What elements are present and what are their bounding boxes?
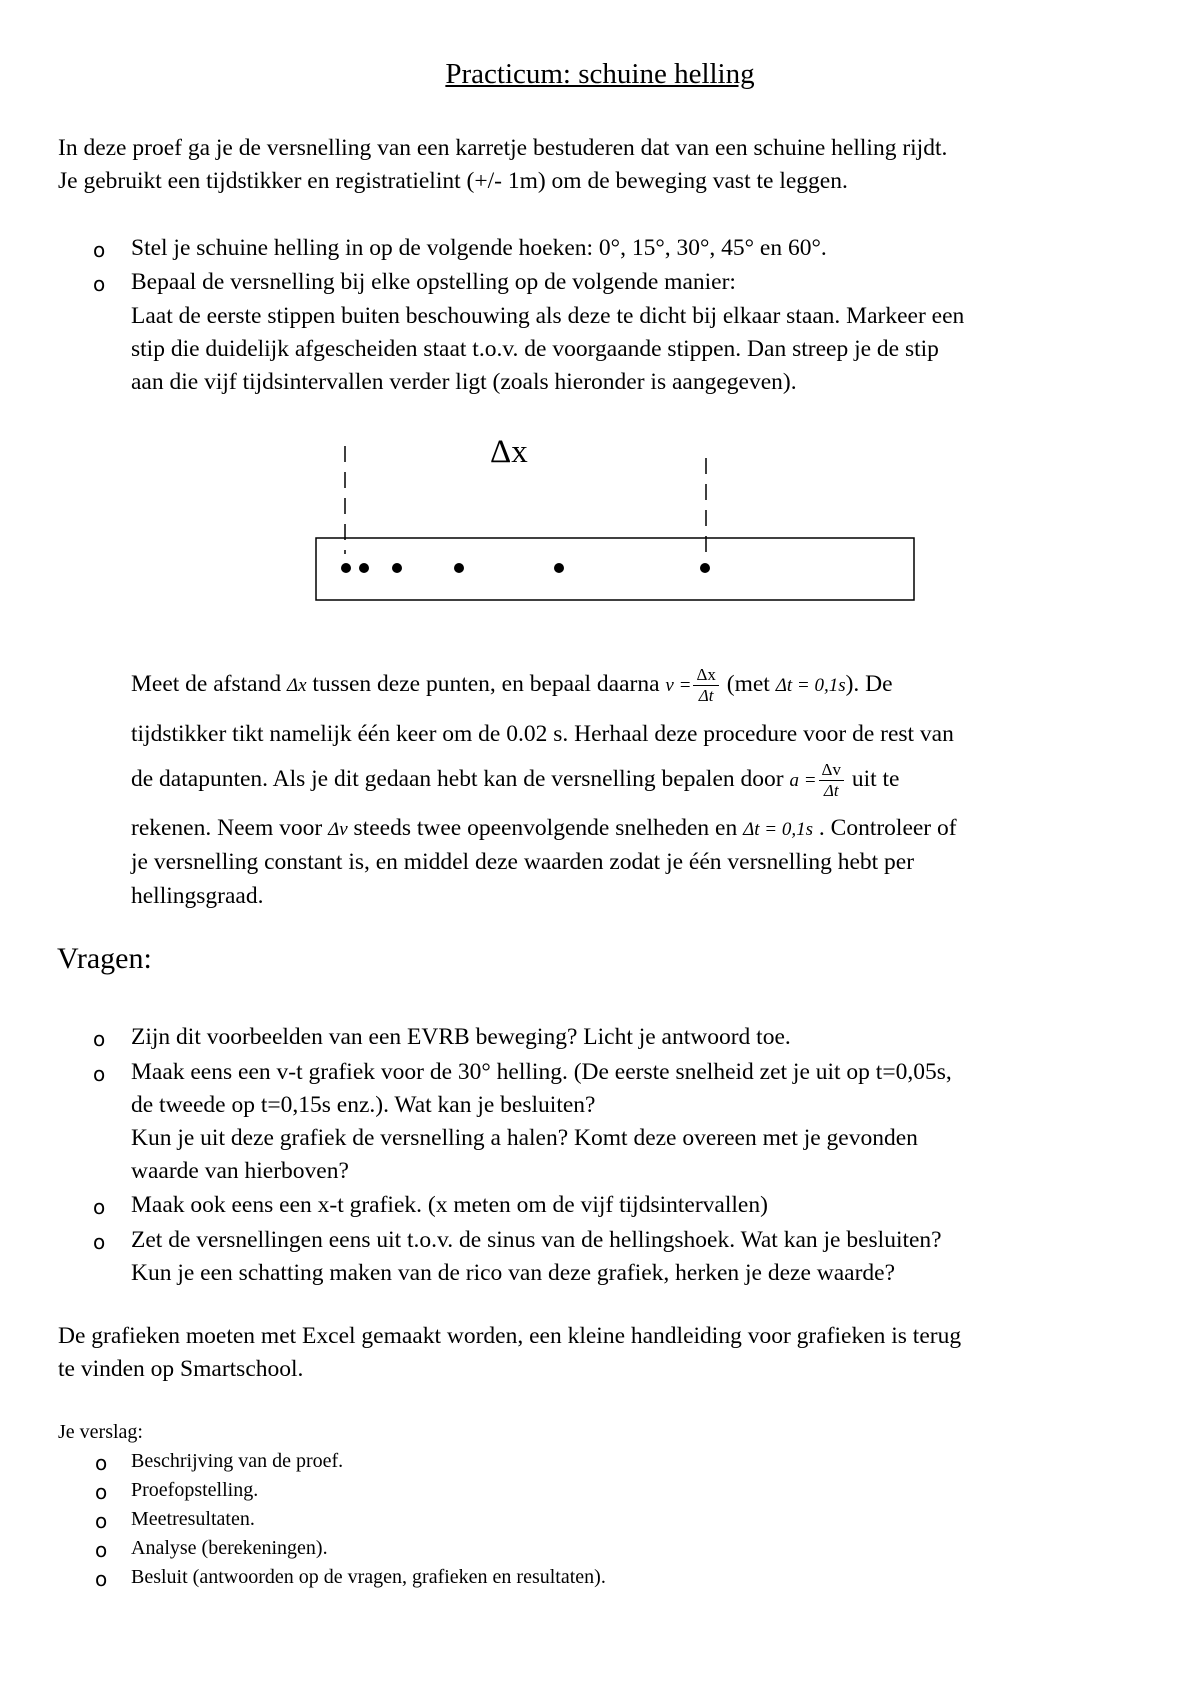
tape-dot (392, 563, 402, 573)
formula-dt: Δt = 0,1s (775, 674, 846, 696)
tape-dot (554, 563, 564, 573)
report-item: Beschrijving van de proef. (131, 1450, 344, 1472)
method-line-5: je versnelling constant is, en middel deze waarden zodat je één versnelling hebt per (131, 849, 915, 875)
tape-dots (341, 563, 710, 573)
list-bullet: o (93, 1062, 106, 1086)
formula-v-fraction: $\frac{\Delta x}{\Delta t}$ (693, 665, 718, 706)
report-heading: Je verslag: (58, 1421, 143, 1443)
questions-heading: Vragen: (57, 942, 152, 975)
tape-dot (700, 563, 710, 573)
ticker-tape (316, 538, 914, 600)
tape-dot (341, 563, 351, 573)
step-method: Bepaal de versnelling bij elke opstelling op de volgende manier: (131, 269, 736, 295)
step-method-line: aan die vijf tijdsintervallen verder ligt (zoals hieronder is aangegeven). (131, 369, 797, 395)
list-bullet: o (93, 1195, 106, 1219)
question-2-line: de tweede op t=0,15s enz.). Wat kan je besluiten? (131, 1092, 596, 1118)
question-2-line: Kun je uit deze grafiek de versnelling a halen? Komt deze overeen met je gevonden (131, 1125, 918, 1151)
step-method-line: stip die duidelijk afgescheiden staat t.o.v. de voorgaande stippen. Dan streep je de stip (131, 336, 939, 362)
list-bullet: o (93, 1027, 106, 1051)
formula-a-fraction: $\frac{\Delta v}{\Delta t}$ (819, 760, 844, 801)
question-1: Zijn dit voorbeelden van een EVRB beweging? Licht je antwoord toe. (131, 1024, 791, 1050)
list-bullet: o (93, 238, 106, 262)
method-line-4: rekenen. Neem voor Δv steeds twee opeenvolgende snelheden en Δt = 0,1s . Controleer of (131, 815, 957, 841)
list-bullet: o (95, 1567, 108, 1591)
excel-note-line-1: De grafieken moeten met Excel gemaakt worden, een kleine handleiding voor grafieken is terug (58, 1323, 962, 1349)
report-item: Meetresultaten. (131, 1508, 255, 1530)
report-item: Analyse (berekeningen). (131, 1537, 328, 1559)
tape-dot (454, 563, 464, 573)
question-4-line: Zet de versnellingen eens uit t.o.v. de sinus van de hellingshoek. Wat kan je besluiten? (131, 1227, 942, 1253)
method-line-1: Meet de afstand Δx tussen deze punten, en bepaal daarna v = $\frac{\Delta x}{\Delta t}$ (met Δt = 0,1s). De (131, 665, 893, 705)
delta-x-label: Δx (490, 434, 528, 470)
ticker-tape-diagram (300, 430, 920, 610)
list-bullet: o (95, 1451, 108, 1475)
report-item: Proefopstelling. (131, 1479, 259, 1501)
page-title: Practicum: schuine helling (445, 58, 755, 90)
formula-v-lhs: v = (665, 674, 692, 696)
formula-a-lhs: a = (789, 769, 817, 791)
question-3: Maak ook eens een x-t grafiek. (x meten om de vijf tijdsintervallen) (131, 1192, 768, 1218)
question-2-line: Maak eens een v-t grafiek voor de 30° helling. (De eerste snelheid zet je uit op t=0,05s, (131, 1059, 952, 1085)
formula-dx: Δx (286, 674, 307, 696)
excel-note-line-2: te vinden op Smartschool. (58, 1356, 304, 1382)
question-4-line: Kun je een schatting maken van de rico van deze grafiek, herken je deze waarde? (131, 1260, 896, 1286)
list-bullet: o (95, 1480, 108, 1504)
formula-dt-2: Δt = 0,1s (743, 819, 814, 840)
list-bullet: o (93, 1230, 106, 1254)
method-line-6: hellingsgraad. (131, 883, 264, 909)
list-bullet: o (95, 1538, 108, 1562)
intro-line-2: Je gebruikt een tijdstikker en registratielint (+/- 1m) om de beweging vast te leggen. (58, 168, 848, 194)
report-item: Besluit (antwoorden op de vragen, grafieken en resultaten). (131, 1566, 606, 1588)
question-2-line: waarde van hierboven? (131, 1158, 349, 1184)
step-angles: Stel je schuine helling in op de volgende hoeken: 0°, 15°, 30°, 45° en 60°. (131, 235, 827, 261)
method-line-2: tijdstikker tikt namelijk één keer om de 0.02 s. Herhaal deze procedure voor de rest van (131, 721, 954, 747)
tape-dot (359, 563, 369, 573)
list-bullet: o (93, 272, 106, 296)
formula-dv: Δv (328, 819, 348, 840)
intro-line-1: In deze proef ga je de versnelling van een karretje bestuderen dat van een schuine helling rijdt. (58, 135, 948, 161)
list-bullet: o (95, 1509, 108, 1533)
step-method-line: Laat de eerste stippen buiten beschouwing als deze te dicht bij elkaar staan. Markeer een (131, 303, 965, 329)
method-line-3: de datapunten. Als je dit gedaan hebt kan de versnelling bepalen door a = $\frac{\Delta v}{\Delta t}$ uit te (131, 760, 900, 800)
